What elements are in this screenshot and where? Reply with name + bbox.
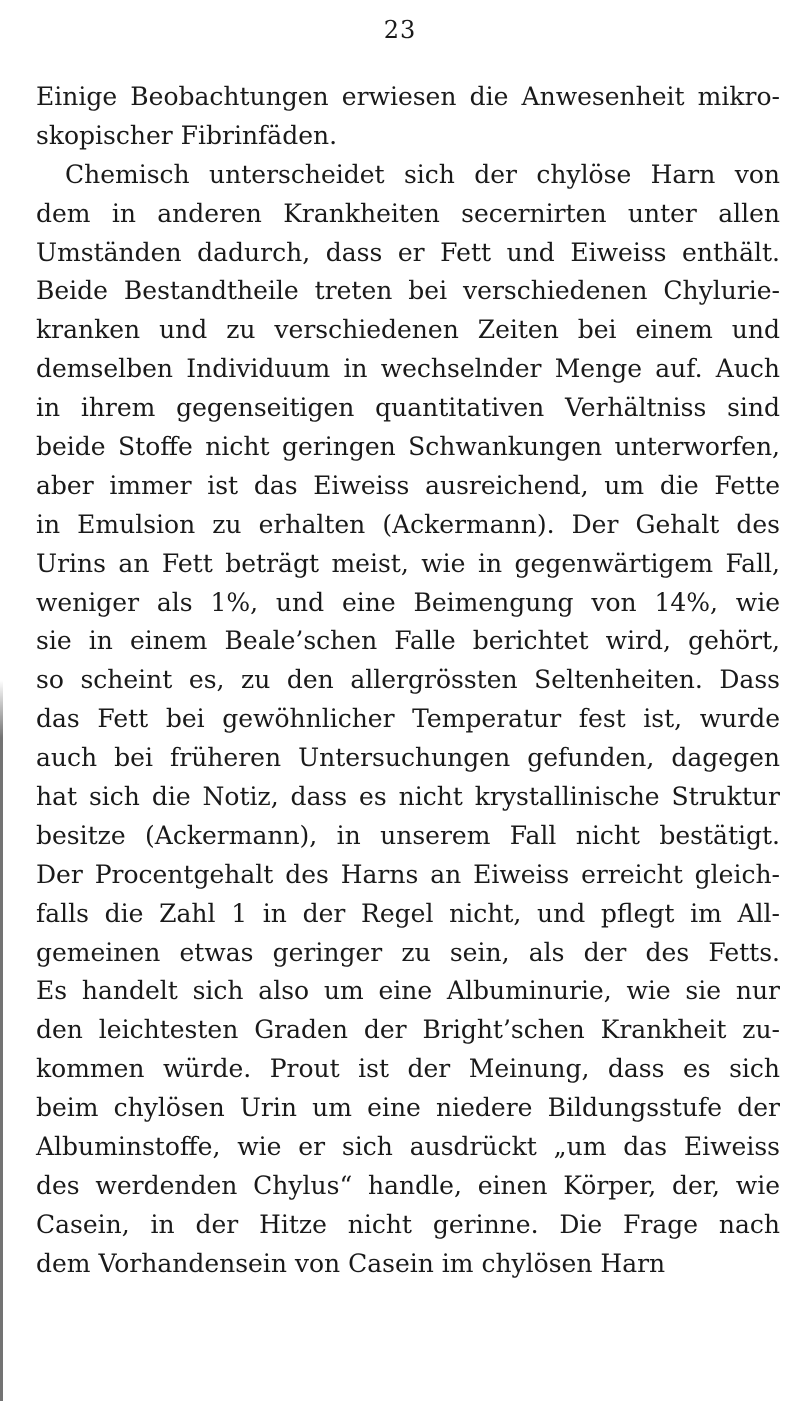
text-line: beim chylösen Urin um eine niedere Bildungsstufe der [36,1093,780,1123]
text-line: demselben Individuum in wechselnder Menge auf. Auch [36,354,780,384]
text-line: in Emulsion zu erhalten (Ackermann). Der Gehalt des [36,509,780,539]
text-line: hat sich die Notiz, dass es nicht krystallinische Struktur [36,782,780,812]
text-line: dem in anderen Krankheiten secernirten unter allen [36,198,780,228]
text-line: in ihrem gegenseitigen quantitativen Verhältniss sind [36,393,780,423]
text-line: kommen würde. Prout ist der Meinung, dass es sich [36,1054,780,1084]
text-line: Es handelt sich also um eine Albuminurie, wie sie nur [36,976,780,1006]
text-line: Casein, in der Hitze nicht gerinne. Die Frage nach [36,1209,780,1239]
text-line: Der Procentgehalt des Harns an Eiweiss erreicht gleich- [36,859,780,889]
text-line: Chemisch unterscheidet sich der chylöse Harn von [65,159,780,189]
text-line: besitze (Ackermann), in unserem Fall nicht bestätigt. [36,820,780,850]
text-line: des werdenden Chylus“ handle, einen Körper, der, wie [36,1170,780,1200]
text-line: das Fett bei gewöhnlicher Temperatur fest ist, wurde [36,704,780,734]
text-line: Albuminstoffe, wie er sich ausdrückt „um das Eiweiss [36,1132,780,1162]
page-edge-shadow [0,680,3,1401]
text-line: kranken und zu verschiedenen Zeiten bei einem und [36,315,780,345]
text-line: Einige Beobachtungen erwiesen die Anwesenheit mikro- [36,82,780,111]
text-line: gemeinen etwas geringer zu sein, als der des Fetts. [36,937,780,967]
text-line: aber immer ist das Eiweiss ausreichend, um die Fette [36,470,780,500]
text-line: Beide Bestandtheile treten bei verschiedenen Chylurie- [36,276,780,306]
text-line: sie in einem Beale’schen Falle berichtet wird, gehört, [36,626,780,656]
text-line: dem Vorhandensein von Casein im chylösen Harn [36,1248,666,1278]
body-text [36,78,780,1284]
text-line: Urins an Fett beträgt meist, wie in gegenwärtigem Fall, [36,548,780,578]
text-line: skopischer Fibrinfäden. [36,120,338,150]
text-line: Umständen dadurch, dass er Fett und Eiweiss enthält. [36,237,780,267]
text-line: auch bei früheren Untersuchungen gefunden, dagegen [36,743,780,773]
text-line: den leichtesten Graden der Bright’schen Krankheit zu- [36,1015,780,1045]
text-line: weniger als 1%, und eine Beimengung von 14%, wie [36,587,780,617]
text-line: so scheint es, zu den allergrössten Seltenheiten. Dass [36,665,780,695]
text-line: beide Stoffe nicht geringen Schwankungen unterworfen, [36,432,780,462]
page-number: 23 [383,16,417,44]
text-line: falls die Zahl 1 in der Regel nicht, und pflegt im All- [36,898,780,928]
